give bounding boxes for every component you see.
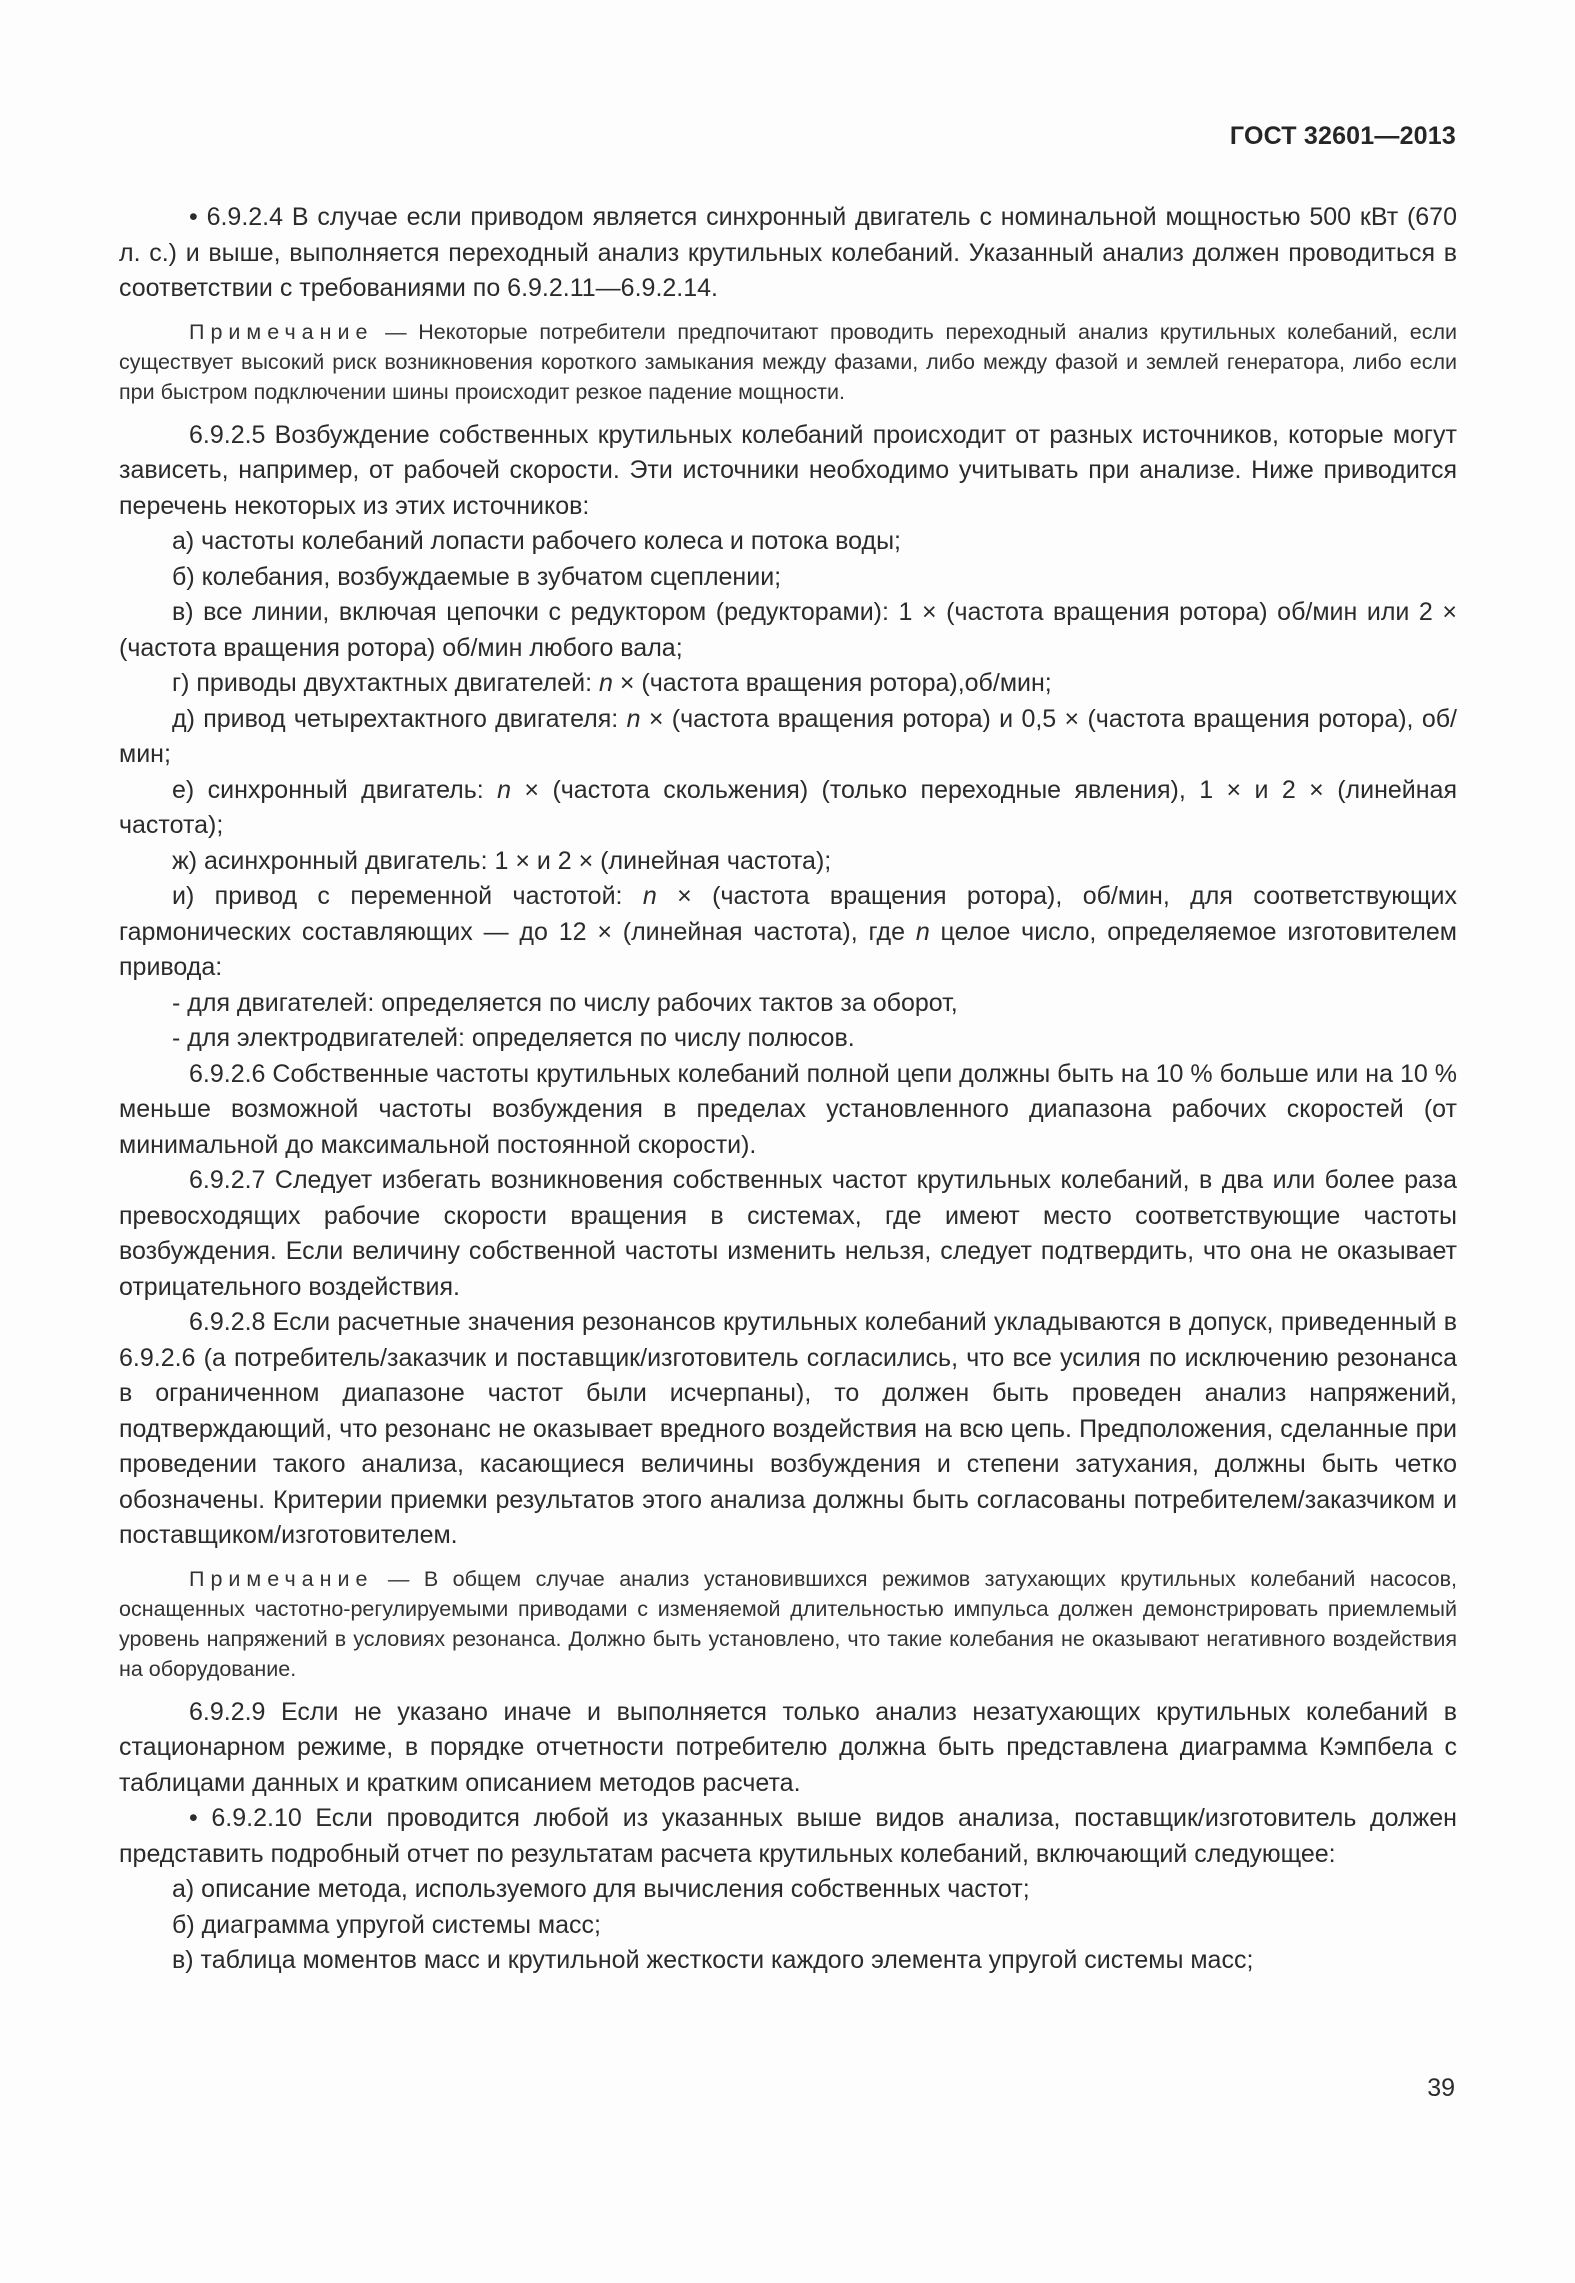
list-item-g-post: × (частота вращения ротора),об/мин; xyxy=(612,669,1052,697)
paragraph-6-9-2-10: • 6.9.2.10 Если проводится любой из указанных выше видов анализа, поставщик/изготовитель должен представить подробный отчет по результатам расчета крутильных колебаний, включающий следующее: xyxy=(119,1804,1457,1868)
list-item-d-n: n xyxy=(626,704,641,733)
list-item-d-pre: д) привод четырехтактного двигателя: xyxy=(172,704,627,733)
report-item-v: в) таблица моментов масс и крутильной жесткости каждого элемента упругой системы масс; xyxy=(172,1946,1254,1974)
report-item-b: б) диаграмма упругой системы масс; xyxy=(172,1910,601,1939)
note-1 xyxy=(119,317,1457,407)
note-1-label: Примечание xyxy=(189,319,374,344)
list-item-i xyxy=(119,879,1457,986)
paragraph-6-9-2-7: 6.9.2.7 Следует избегать возникновения собственных частот крутильных колебаний, в два или более раза превосходящих рабочие скорости вращения в системах, где имеют место соответствующие частоты возбуждения. Если величину собственной частоты изменить нельзя, следует подтвердить, что она не оказывает отрицательного воздействия. xyxy=(119,1166,1457,1301)
paragraph-6-9-2-4: • 6.9.2.4 В случае если приводом является синхронный двигатель с номинальной мощностью 500 кВт (670 л. с.) и выше, выполняется переходный анализ крутильных колебаний. Указанный анализ должен проводиться в соответствии с требованиями по 6.9.2.11—6.9.2.14. xyxy=(119,203,1457,302)
list-item-d-post: × (частота вращения ротора) и 0,5 × (частота вращения ротора), об/мин; xyxy=(119,704,1457,768)
note-2-text: — В общем случае анализ установившихся режимов затухающих крутильных колебаний насосов, оснащенных частотно-регулируемыми приводами с изменяемой длительностью импульса должен демонстрировать приемлемый уровень напряжений в условиях резонанса. Должно быть установлено, что такие колебания не оказывают негативного воздействия на оборудование. xyxy=(119,1566,1457,1681)
document-header: ГОСТ 32601—2013 xyxy=(1229,122,1456,150)
list-item-e xyxy=(119,773,1457,844)
paragraph-6-9-2-8: 6.9.2.8 Если расчетные значения резонансов крутильных колебаний укладываются в допуск, приведенный в 6.9.2.6 (а потребитель/заказчик и поставщик/изготовитель согласились, что все усилия по исключению резонанса в ограниченном диапазоне частот были исчерпаны), то должен быть проведен анализ напряжений, подтверждающий, что резонанс не оказывает вредного воздействия на всю цепь. Предположения, сделанные при проведении такого анализа, касающиеся величины возбуждения и степени затухания, должны быть четко обозначены. Критерии приемки результатов этого анализа должны быть согласованы потребителем/заказчиком и поставщиком/изготовителем. xyxy=(119,1308,1457,1549)
dash-item-1: - для двигателей: определяется по числу рабочих тактов за оборот, xyxy=(172,988,958,1017)
list-item-i-mid: × (частота вращения ротора), об/мин, для соответствующих гармонических составляющих — до 12 × (линейная частота), где xyxy=(119,882,1457,946)
list-item-i-pre: и) привод с переменной частотой: xyxy=(172,882,643,910)
list-item-i-post: целое число, определяемое изготовителем привода: xyxy=(119,917,1457,981)
dash-item-2: - для электродвигателей: определяется по числу полюсов. xyxy=(172,1024,855,1052)
note-2-label: Примечание xyxy=(189,1566,374,1591)
list-item-v: в) все линии, включая цепочки с редуктором (редукторами): 1 × (частота вращения ротора) об/мин или 2 × (частота вращения ротора) об/мин любого вала; xyxy=(119,598,1457,662)
list-item-g xyxy=(119,666,1457,702)
list-item-g-pre: г) приводы двухтактных двигателей: xyxy=(172,669,600,697)
note-1-text: — Некоторые потребители предпочитают проводить переходный анализ крутильных колебаний, если существует высокий риск возникновения короткого замыкания между фазами, либо между фазой и землей генератора, либо если при быстром подключении шины происходит резкое падение мощности. xyxy=(119,319,1457,404)
list-item-i-n2: n xyxy=(915,917,930,946)
list-item-g-n: n xyxy=(599,669,613,697)
list-item-i-n: n xyxy=(642,882,657,910)
paragraph-6-9-2-6: 6.9.2.6 Собственные частоты крутильных колебаний полной цепи должны быть на 10 % больше или на 10 % меньше возможной частоты возбуждения в пределах установленного диапазона рабочих скоростей (от минимальной до максимальной постоянной скорости). xyxy=(119,1059,1457,1159)
list-item-b: б) колебания, возбуждаемые в зубчатом сцеплении; xyxy=(172,562,782,591)
list-item-a: а) частоты колебаний лопасти рабочего колеса и потока воды; xyxy=(172,527,901,555)
list-item-e-post: × (частота скольжения) (только переходные явления), 1 × и 2 × (линейная частота); xyxy=(119,775,1457,839)
document-body xyxy=(119,200,1457,1979)
paragraph-6-9-2-5: 6.9.2.5 Возбуждение собственных крутильных колебаний происходит от разных источников, которые могут зависеть, например, от рабочей скорости. Эти источники необходимо учитывать при анализе. Ниже приводится перечень некоторых из этих источников: xyxy=(119,420,1457,520)
list-item-e-n: n xyxy=(497,775,512,804)
list-item-d xyxy=(119,702,1457,773)
paragraph-6-9-2-9: 6.9.2.9 Если не указано иначе и выполняется только анализ незатухающих крутильных колебаний в стационарном режиме, в порядке отчетности потребителю должна быть представлена диаграмма Кэмпбела с таблицами данных и кратким описанием методов расчета. xyxy=(119,1697,1457,1797)
list-item-zh: ж) асинхронный двигатель: 1 × и 2 × (линейная частота); xyxy=(172,846,832,875)
page-number: 39 xyxy=(1427,2074,1455,2102)
note-2 xyxy=(119,1564,1457,1684)
list-item-e-pre: е) синхронный двигатель: xyxy=(172,775,498,804)
report-item-a: а) описание метода, используемого для вычисления собственных частот; xyxy=(172,1875,1030,1903)
